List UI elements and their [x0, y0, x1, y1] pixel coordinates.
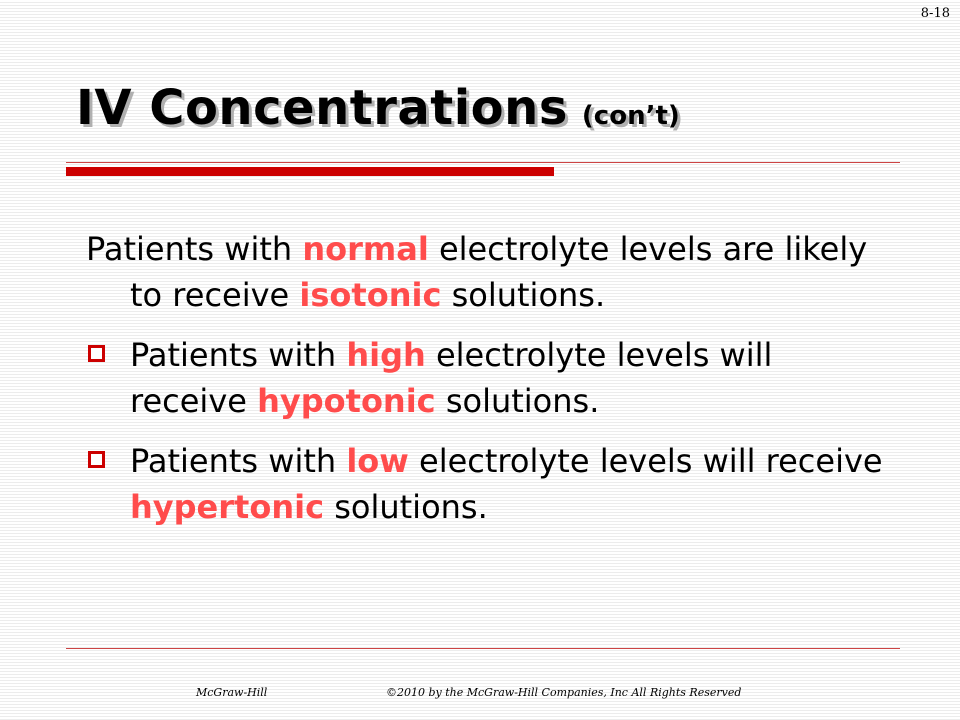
bullet-highlight-hypotonic: hypotonic [257, 382, 436, 420]
intro-text-2: electrolyte levels are likely to receive [130, 230, 868, 314]
footer-rule [66, 648, 900, 649]
slide-body [86, 226, 886, 544]
bullet-highlight-high: high [346, 336, 426, 374]
bullet-text-1: Patients with [130, 336, 347, 374]
intro-text-3: solutions. [441, 276, 606, 314]
intro-highlight-normal: normal [302, 230, 429, 268]
bullet-highlight-low: low [346, 442, 409, 480]
title-accent-bar [66, 167, 554, 176]
bullet-text-3: solutions. [324, 488, 488, 526]
intro-highlight-isotonic: isotonic [299, 276, 442, 314]
intro-text-1: Patients with [86, 230, 303, 268]
bullet-highlight-hypertonic: hypertonic [130, 488, 325, 526]
bullet-text-1: Patients with [130, 442, 347, 480]
hollow-square-bullet-icon [88, 345, 105, 362]
hollow-square-bullet-icon [88, 451, 105, 468]
title-suffix: (con’t) [581, 101, 680, 131]
slide-title [76, 80, 680, 136]
slide-number: 8-18 [920, 6, 950, 21]
footer-publisher: McGraw-Hill [196, 686, 268, 699]
intro-paragraph [86, 226, 886, 318]
bullet-item-high [86, 332, 886, 424]
title-main: IV Concentrations [76, 80, 568, 136]
title-thin-rule [66, 162, 900, 163]
bullet-text-2: electrolyte levels will receive [130, 336, 773, 420]
bullet-text-2: electrolyte levels will receive [408, 442, 883, 480]
bullet-item-low [86, 438, 886, 530]
bullet-text-3: solutions. [435, 382, 600, 420]
footer-copyright: ©2010 by the McGraw-Hill Companies, Inc All Rights Reserved [386, 686, 742, 699]
